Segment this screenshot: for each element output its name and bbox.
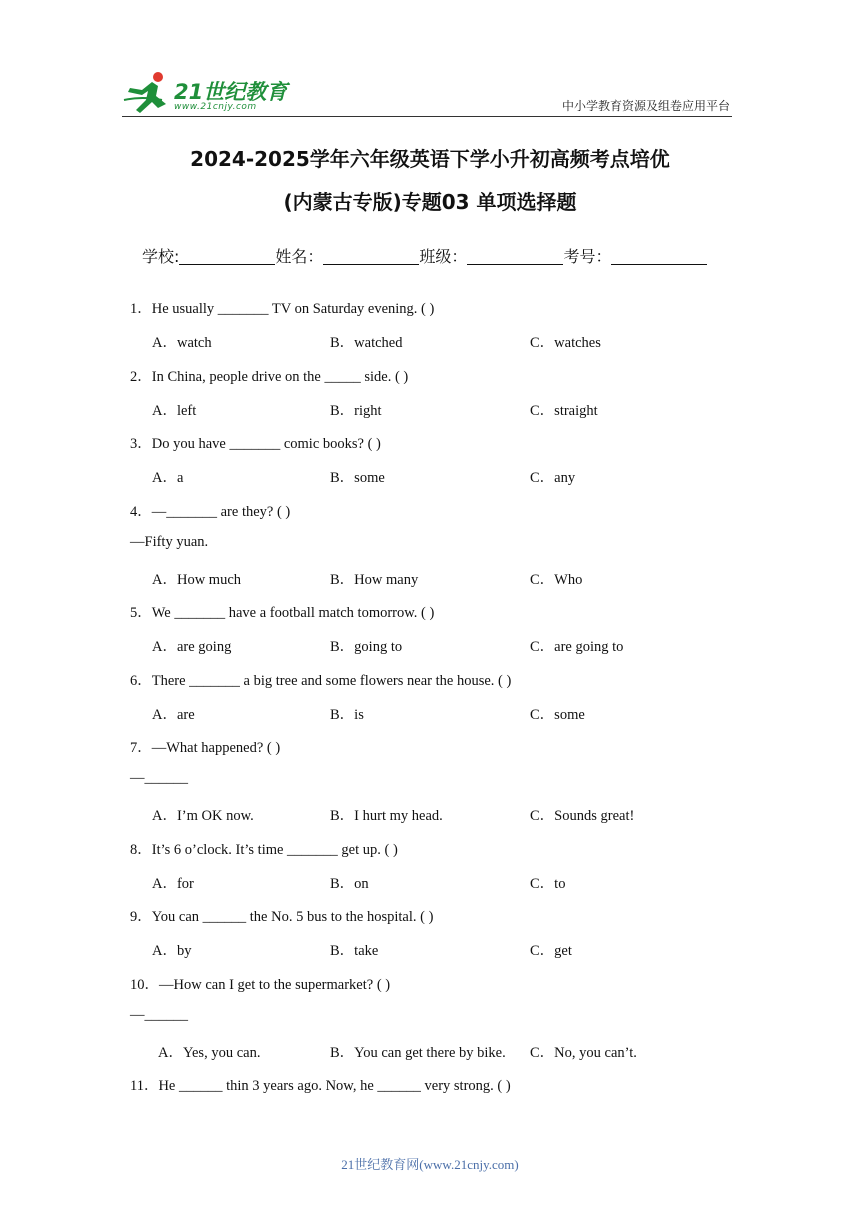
question-11: 11．He ______ thin 3 years ago. Now, he ______ very strong. ( ) — [130, 1078, 511, 1094]
question-9: 9．You can ______ the No. 5 bus to the hospital. ( ) — [130, 909, 434, 925]
q8-option-b: B．on — [330, 876, 369, 892]
page-subtitle: (内蒙古专版)专题03 单项选择题 — [283, 190, 577, 214]
question-2: 2．In China, people drive on the _____ side. ( ) — [130, 369, 409, 385]
q1-option-a: A．watch — [152, 335, 212, 351]
q3-option-a: A．a — [152, 470, 184, 486]
student-info-line — [142, 244, 707, 267]
q1-option-c: C．watches — [530, 335, 601, 351]
q5-option-c: C．are going to — [530, 639, 624, 655]
class-label: 班级： — [419, 247, 468, 266]
question-7: 7．—What happened? ( ) — [130, 740, 281, 756]
q5-option-a: A．are going — [152, 639, 232, 655]
q6-option-b: B．is — [330, 707, 364, 723]
q7-option-a: A．I’m OK now. — [152, 808, 254, 824]
q2-option-a: A．left — [152, 403, 197, 419]
q1-option-b: B．watched — [330, 335, 403, 351]
exam-number-label: 考号： — [563, 247, 612, 266]
q10-option-c: C．No, you can’t. — [530, 1045, 637, 1061]
q3-option-b: B．some — [330, 470, 385, 486]
question-5: 5．We _______ have a football match tomorrow. ( ) — [130, 605, 435, 621]
platform-label: 中小学教育资源及组卷应用平台 — [561, 99, 730, 113]
q6-option-c: C．some — [530, 707, 585, 723]
q2-option-b: B．right — [330, 403, 382, 419]
q2-option-c: C．straight — [530, 403, 598, 419]
header-divider — [122, 116, 732, 117]
question-1: 1．He usually _______ TV on Saturday evening. ( ) — [130, 301, 435, 317]
q10-option-b: B．You can get there by bike. — [330, 1045, 506, 1061]
name-label: 姓名： — [275, 247, 324, 266]
q9-option-a: A．by — [152, 943, 192, 959]
question-10: 10．—How can I get to the supermarket? ( ) — [130, 977, 391, 993]
q7-answer-line: —______ — [130, 770, 188, 786]
q4-answer-line: —Fifty yuan. — [130, 534, 209, 550]
page-footer: 21世纪教育网(www.21cnjy.com) — [341, 1157, 519, 1172]
question-3: 3．Do you have _______ comic books? ( ) — [130, 436, 381, 452]
school-label: 学校: — [142, 247, 180, 266]
q3-option-c: C．any — [530, 470, 576, 486]
q10-answer-line: —______ — [130, 1007, 188, 1023]
question-6: 6．There _______ a big tree and some flowers near the house. ( ) — [130, 673, 512, 689]
q6-option-a: A．are — [152, 707, 195, 723]
question-4: 4．—_______ are they? ( ) — [130, 504, 291, 520]
q4-option-a: A．How much — [152, 572, 242, 588]
q9-option-c: C．get — [530, 943, 572, 959]
logo-text: 21世纪教育 — [174, 80, 288, 104]
q7-option-c: C．Sounds great! — [530, 808, 635, 824]
exam-number-blank — [611, 248, 707, 265]
q5-option-b: B．going to — [330, 639, 403, 655]
question-8: 8．It’s 6 o’clock. It’s time _______ get up. ( ) — [130, 842, 398, 858]
school-blank — [179, 248, 275, 265]
q7-option-b: B．I hurt my head. — [330, 808, 443, 824]
class-blank — [467, 248, 563, 265]
q10-option-a: A．Yes, you can. — [158, 1045, 261, 1061]
q8-option-a: A．for — [152, 876, 194, 892]
q4-option-c: C．Who — [530, 572, 583, 588]
logo-url: www.21cnjy.com — [174, 102, 257, 112]
q4-option-b: B．How many — [330, 572, 419, 588]
q8-option-c: C．to — [530, 876, 566, 892]
site-logo — [122, 70, 292, 116]
runner-icon — [122, 70, 172, 116]
q9-option-b: B．take — [330, 943, 379, 959]
name-blank — [323, 248, 419, 265]
page-title: 2024-2025学年六年级英语下学小升初高频考点培优 — [190, 147, 670, 171]
